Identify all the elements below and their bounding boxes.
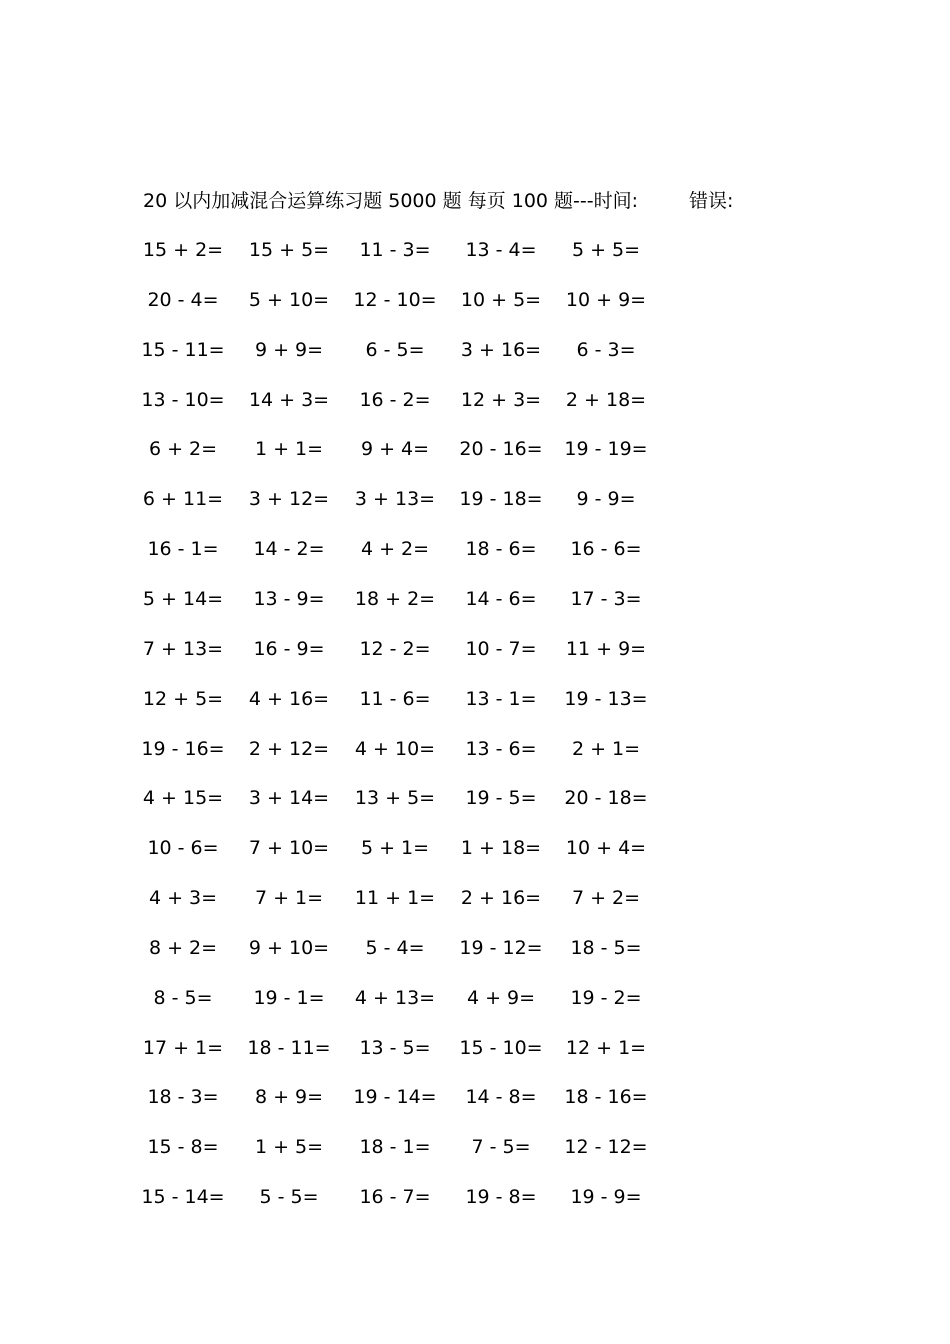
math-problem: 6 - 3= bbox=[576, 339, 636, 361]
errors-label: 错误: bbox=[689, 190, 734, 212]
problem-row bbox=[0, 883, 950, 913]
math-problem: 5 + 1= bbox=[360, 837, 430, 859]
math-problem: 7 - 5= bbox=[471, 1136, 531, 1158]
math-problem: 3 + 14= bbox=[248, 787, 330, 809]
math-problem: 13 - 6= bbox=[465, 738, 537, 760]
problem-row bbox=[0, 1033, 950, 1063]
math-problem: 16 - 7= bbox=[359, 1186, 431, 1208]
math-problem: 4 + 3= bbox=[148, 887, 218, 909]
math-problem: 19 - 18= bbox=[459, 488, 543, 510]
math-problem: 3 + 13= bbox=[354, 488, 436, 510]
problem-row bbox=[0, 235, 950, 265]
math-problem: 11 - 3= bbox=[359, 239, 431, 261]
math-problem: 2 + 16= bbox=[460, 887, 542, 909]
math-problem: 20 - 4= bbox=[147, 289, 219, 311]
math-problem: 11 + 1= bbox=[354, 887, 436, 909]
math-problem: 18 - 11= bbox=[247, 1037, 331, 1059]
math-problem: 15 - 8= bbox=[147, 1136, 219, 1158]
math-problem: 13 - 9= bbox=[253, 588, 325, 610]
math-problem: 16 - 6= bbox=[570, 538, 642, 560]
problem-row bbox=[0, 983, 950, 1013]
math-problem: 18 - 1= bbox=[359, 1136, 431, 1158]
problem-row bbox=[0, 534, 950, 564]
math-problem: 5 + 10= bbox=[248, 289, 330, 311]
problem-row bbox=[0, 285, 950, 315]
math-problem: 19 - 14= bbox=[353, 1086, 437, 1108]
math-problem: 19 - 2= bbox=[570, 987, 642, 1009]
math-problem: 2 + 18= bbox=[565, 389, 647, 411]
math-problem: 10 + 4= bbox=[565, 837, 647, 859]
math-problem: 11 - 6= bbox=[359, 688, 431, 710]
math-problem: 7 + 2= bbox=[571, 887, 641, 909]
math-problem: 15 - 11= bbox=[141, 339, 225, 361]
problem-row bbox=[0, 484, 950, 514]
math-problem: 18 - 6= bbox=[465, 538, 537, 560]
math-problem: 6 + 11= bbox=[142, 488, 224, 510]
problem-row bbox=[0, 1082, 950, 1112]
math-problem: 18 + 2= bbox=[354, 588, 436, 610]
math-problem: 1 + 18= bbox=[460, 837, 542, 859]
math-problem: 10 + 9= bbox=[565, 289, 647, 311]
math-problem: 9 - 9= bbox=[576, 488, 636, 510]
math-problem: 19 - 16= bbox=[141, 738, 225, 760]
math-problem: 4 + 10= bbox=[354, 738, 436, 760]
math-problem: 2 + 1= bbox=[571, 738, 641, 760]
math-problem: 16 - 1= bbox=[147, 538, 219, 560]
math-problem: 12 - 12= bbox=[564, 1136, 648, 1158]
math-problem: 4 + 15= bbox=[142, 787, 224, 809]
math-problem: 14 - 6= bbox=[465, 588, 537, 610]
math-problem: 19 - 12= bbox=[459, 937, 543, 959]
math-problem: 7 + 1= bbox=[254, 887, 324, 909]
problem-row bbox=[0, 385, 950, 415]
math-problem: 15 + 2= bbox=[142, 239, 224, 261]
math-problem: 2 + 12= bbox=[248, 738, 330, 760]
math-problem: 3 + 12= bbox=[248, 488, 330, 510]
math-problem: 13 - 1= bbox=[465, 688, 537, 710]
math-problem: 20 - 16= bbox=[459, 438, 543, 460]
math-problem: 4 + 13= bbox=[354, 987, 436, 1009]
math-problem: 9 + 10= bbox=[248, 937, 330, 959]
math-problem: 13 - 5= bbox=[359, 1037, 431, 1059]
math-problem: 20 - 18= bbox=[564, 787, 648, 809]
problem-row bbox=[0, 634, 950, 664]
problem-row bbox=[0, 335, 950, 365]
math-problem: 11 + 9= bbox=[565, 638, 647, 660]
problem-row bbox=[0, 684, 950, 714]
math-problem: 14 - 8= bbox=[465, 1086, 537, 1108]
math-problem: 18 - 5= bbox=[570, 937, 642, 959]
math-problem: 7 + 10= bbox=[248, 837, 330, 859]
math-problem: 10 - 7= bbox=[465, 638, 537, 660]
math-problem: 4 + 9= bbox=[466, 987, 536, 1009]
problem-row bbox=[0, 1132, 950, 1162]
math-problem: 12 - 10= bbox=[353, 289, 437, 311]
math-problem: 12 - 2= bbox=[359, 638, 431, 660]
math-problem: 13 + 5= bbox=[354, 787, 436, 809]
math-problem: 19 - 13= bbox=[564, 688, 648, 710]
math-problem: 17 + 1= bbox=[142, 1037, 224, 1059]
math-problem: 5 + 14= bbox=[142, 588, 224, 610]
math-problem: 15 - 14= bbox=[141, 1186, 225, 1208]
math-problem: 19 - 5= bbox=[465, 787, 537, 809]
math-problem: 8 - 5= bbox=[153, 987, 213, 1009]
math-problem: 4 + 2= bbox=[360, 538, 430, 560]
math-problem: 13 - 10= bbox=[141, 389, 225, 411]
math-problem: 19 - 19= bbox=[564, 438, 648, 460]
math-problem: 5 - 4= bbox=[365, 937, 425, 959]
math-problem: 14 + 3= bbox=[248, 389, 330, 411]
math-problem: 7 + 13= bbox=[142, 638, 224, 660]
worksheet-header bbox=[143, 186, 734, 216]
math-problem: 18 - 3= bbox=[147, 1086, 219, 1108]
math-problem: 16 - 2= bbox=[359, 389, 431, 411]
math-problem: 1 + 5= bbox=[254, 1136, 324, 1158]
problem-row bbox=[0, 434, 950, 464]
math-problem: 19 - 8= bbox=[465, 1186, 537, 1208]
math-problem: 8 + 9= bbox=[254, 1086, 324, 1108]
math-problem: 8 + 2= bbox=[148, 937, 218, 959]
math-problem: 10 - 6= bbox=[147, 837, 219, 859]
math-problem: 18 - 16= bbox=[564, 1086, 648, 1108]
math-problem: 9 + 9= bbox=[254, 339, 324, 361]
problem-row bbox=[0, 734, 950, 764]
math-problem: 1 + 1= bbox=[254, 438, 324, 460]
math-problem: 17 - 3= bbox=[570, 588, 642, 610]
math-problem: 3 + 16= bbox=[460, 339, 542, 361]
math-problem: 16 - 9= bbox=[253, 638, 325, 660]
math-problem: 6 - 5= bbox=[365, 339, 425, 361]
math-problem: 5 + 5= bbox=[571, 239, 641, 261]
problem-row bbox=[0, 783, 950, 813]
math-problem: 12 + 5= bbox=[142, 688, 224, 710]
math-problem: 12 + 3= bbox=[460, 389, 542, 411]
problem-row bbox=[0, 933, 950, 963]
problem-row bbox=[0, 584, 950, 614]
math-problem: 4 + 16= bbox=[248, 688, 330, 710]
math-problem: 6 + 2= bbox=[148, 438, 218, 460]
math-problem: 15 - 10= bbox=[459, 1037, 543, 1059]
math-problem: 14 - 2= bbox=[253, 538, 325, 560]
math-problem: 12 + 1= bbox=[565, 1037, 647, 1059]
math-problem: 13 - 4= bbox=[465, 239, 537, 261]
problem-row bbox=[0, 1182, 950, 1212]
math-problem: 5 - 5= bbox=[259, 1186, 319, 1208]
math-problem: 19 - 1= bbox=[253, 987, 325, 1009]
math-problem: 19 - 9= bbox=[570, 1186, 642, 1208]
math-problem: 15 + 5= bbox=[248, 239, 330, 261]
math-problem: 10 + 5= bbox=[460, 289, 542, 311]
math-problem: 9 + 4= bbox=[360, 438, 430, 460]
worksheet-title: 20 以内加减混合运算练习题 5000 题 每页 100 题---时间: bbox=[143, 190, 639, 212]
problem-row bbox=[0, 833, 950, 863]
